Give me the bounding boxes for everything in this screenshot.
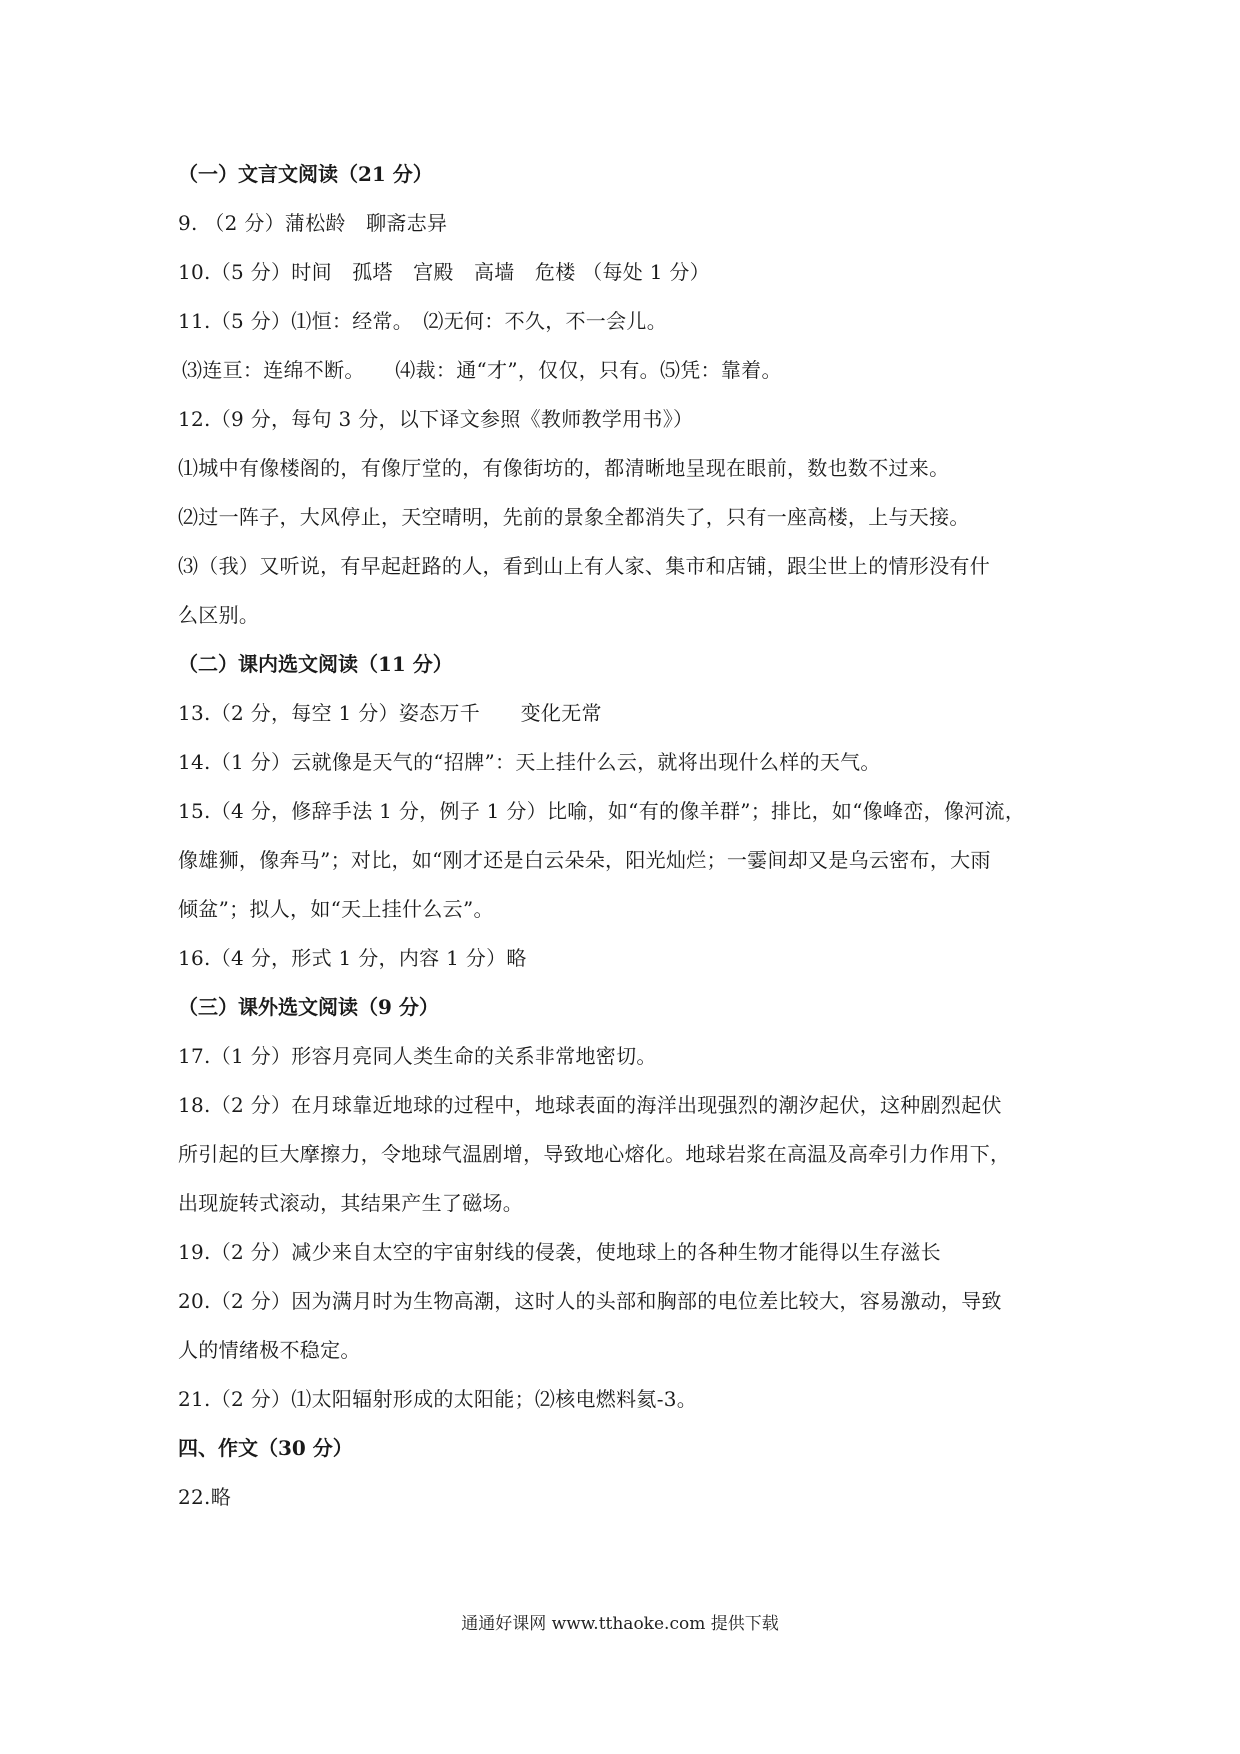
section-heading-composition: 四、作文（30 分） (178, 1436, 353, 1460)
answer-line: 20.（2 分）因为满月时为生物高潮，这时人的头部和胸部的电位差比较大，容易激动，导致 (178, 1289, 1002, 1313)
answer-line: ⑵过一阵子，大风停止，天空晴明，先前的景象全都消失了，只有一座高楼，上与天接。 (178, 505, 970, 529)
answer-line: 21.（2 分）⑴太阳辐射形成的太阳能；⑵核电燃料氦-3。 (178, 1387, 698, 1411)
answer-key-body (178, 150, 1078, 1522)
answer-line: 9. （2 分）蒲松龄 聊斋志异 (178, 211, 448, 235)
answer-line: 所引起的巨大摩擦力，令地球气温剧增，导致地心熔化。地球岩浆在高温及高牵引力作用下， (178, 1142, 1011, 1166)
answer-line: 16.（4 分，形式 1 分，内容 1 分）略 (178, 946, 527, 970)
answer-line: 17.（1 分）形容月亮同人类生命的关系非常地密切。 (178, 1044, 657, 1068)
answer-line: 18.（2 分）在月球靠近地球的过程中，地球表面的海洋出现强烈的潮汐起伏，这种剧烈起伏 (178, 1093, 1002, 1117)
answer-line: 19.（2 分）减少来自太空的宇宙射线的侵袭，使地球上的各种生物才能得以生存滋长 (178, 1240, 941, 1264)
answer-line: 15.（4 分，修辞手法 1 分，例子 1 分）比喻，如“有的像羊群”；排比，如“像峰峦，像河流， (178, 799, 1026, 823)
answer-line: 22.略 (178, 1485, 232, 1509)
answer-line: 13.（2 分，每空 1 分）姿态万千 变化无常 (178, 701, 602, 725)
answer-line: 10.（5 分）时间 孤塔 宫殿 高墙 危楼 （每处 1 分） (178, 260, 710, 284)
answer-line: 倾盆”；拟人，如“天上挂什么云”。 (178, 897, 494, 921)
answer-line: 人的情绪极不稳定。 (178, 1338, 361, 1362)
section-heading-in-class-reading: （二）课内选文阅读（11 分） (178, 652, 453, 676)
answer-line: 像雄狮，像奔马”；对比，如“刚才还是白云朵朵，阳光灿烂；一霎间却又是乌云密布，大雨 (178, 848, 991, 872)
answer-line: 出现旋转式滚动，其结果产生了磁场。 (178, 1191, 524, 1215)
answer-line: 么区别。 (178, 603, 260, 627)
answer-line: ⑴城中有像楼阁的，有像厅堂的，有像街坊的，都清晰地呈现在眼前，数也数不过来。 (178, 456, 950, 480)
section-heading-classical-reading: （一）文言文阅读（21 分） (178, 162, 433, 186)
answer-line: 12.（9 分，每句 3 分，以下译文参照《教师教学用书》） (178, 407, 694, 431)
answer-line: ⑶连亘：连绵不断。 ⑷裁：通“才”，仅仅，只有。⑸凭：靠着。 (182, 358, 782, 382)
answer-line: ⑶（我）又听说，有早起赶路的人，看到山上有人家、集市和店铺，跟尘世上的情形没有什 (178, 554, 990, 578)
section-heading-extracurricular-reading: （三）课外选文阅读（9 分） (178, 995, 439, 1019)
page-footer: 通通好课网 www.tthaoke.com 提供下载 (461, 1614, 779, 1634)
answer-line: 11.（5 分）⑴恒：经常。 ⑵无何：不久，不一会儿。 (178, 309, 667, 333)
answer-line: 14.（1 分）云就像是天气的“招牌”：天上挂什么云，就将出现什么样的天气。 (178, 750, 881, 774)
